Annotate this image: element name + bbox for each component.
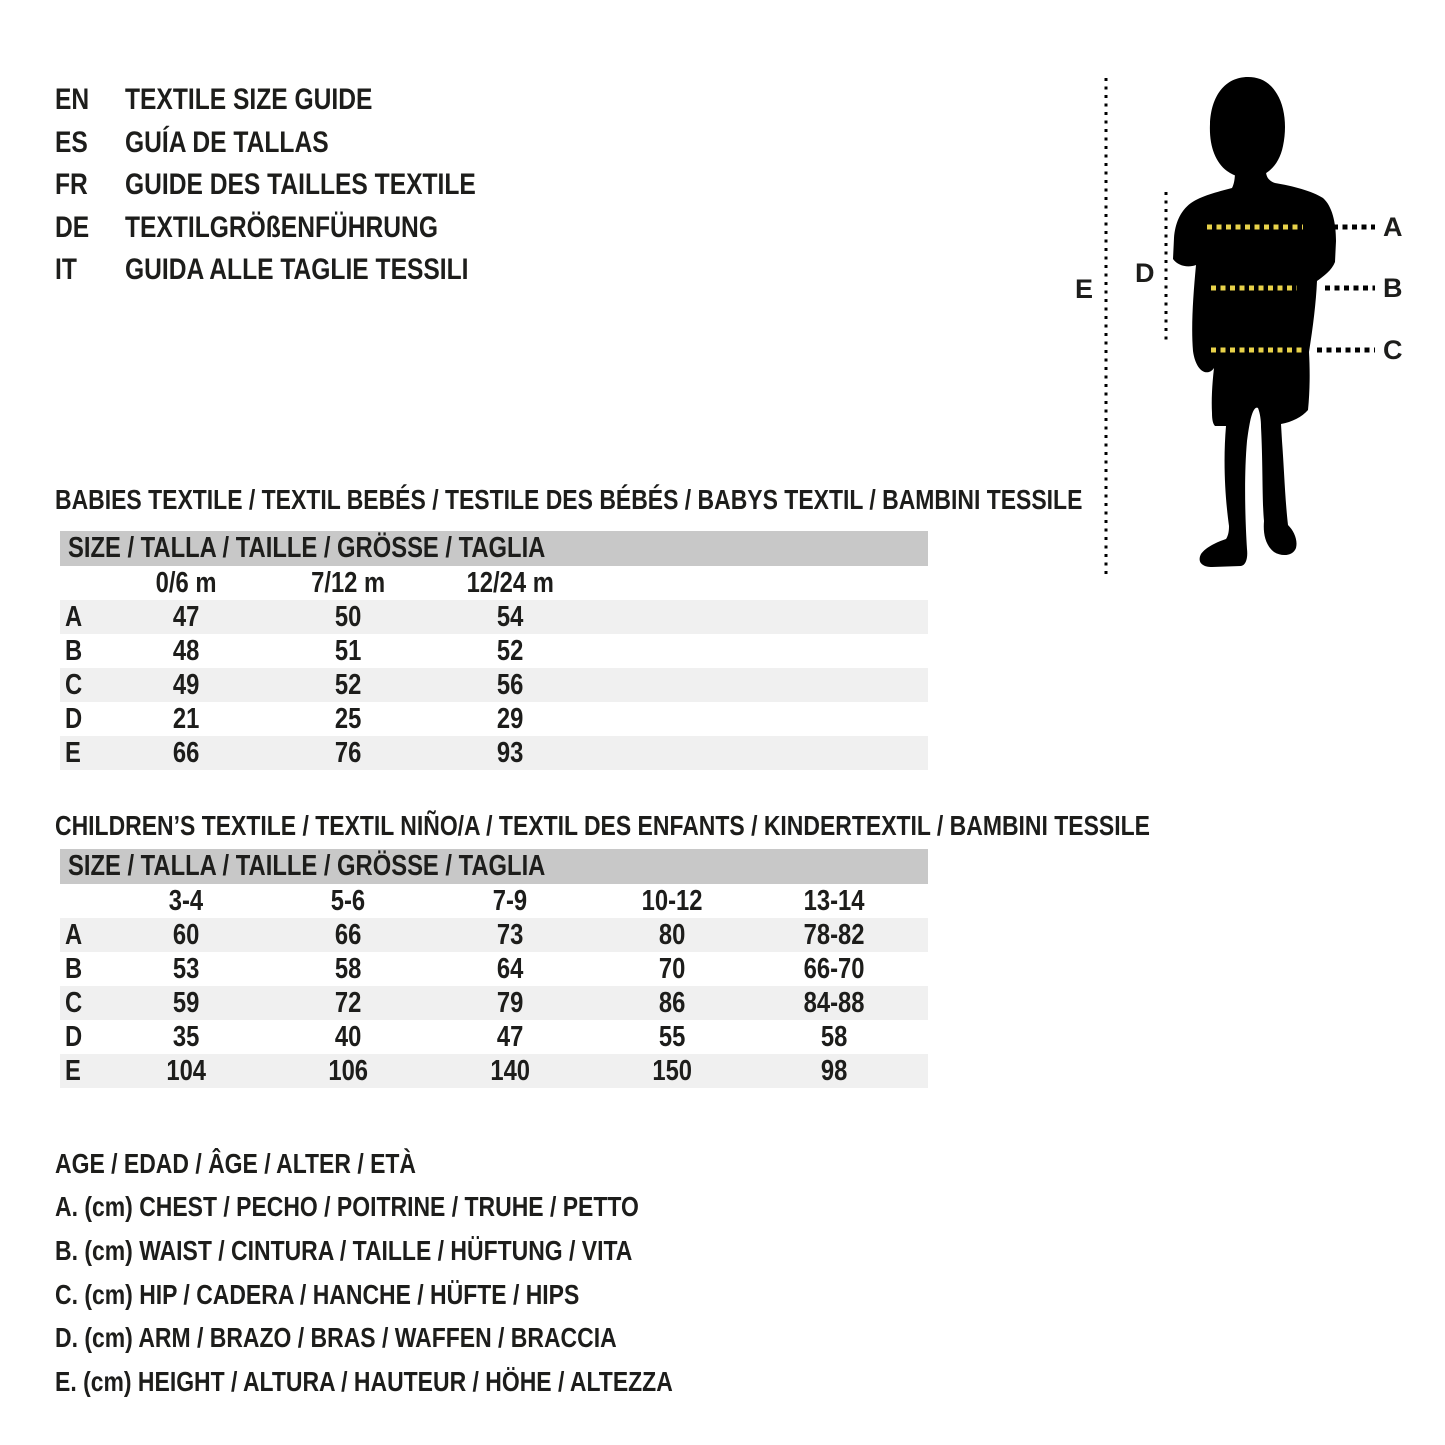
table-row <box>60 702 928 736</box>
measure-label-e: E <box>1075 274 1094 304</box>
table-cell: 66 <box>334 918 362 951</box>
language-row-de <box>55 207 553 250</box>
table-cell: 60 <box>172 918 200 951</box>
children-column-header: 3-4 <box>168 884 204 917</box>
table-cell: 58 <box>820 1020 848 1053</box>
table-cell: 64 <box>496 952 524 985</box>
table-cell: 73 <box>496 918 524 951</box>
table-cell: 53 <box>172 952 200 985</box>
babies-column-header: 7/12 m <box>310 566 386 599</box>
language-row-fr <box>55 164 553 207</box>
language-row-it <box>55 249 553 292</box>
table-cell: 54 <box>496 600 524 633</box>
guide-title-es: GUÍA DE TALLAS <box>125 125 329 159</box>
table-row <box>60 736 928 770</box>
babies-column-header: 0/6 m <box>155 566 217 599</box>
babies-column-header: 12/24 m <box>466 566 554 599</box>
table-cell: 29 <box>496 702 524 735</box>
babies-size-header-bar: SIZE / TALLA / TAILLE / GRÖSSE / TAGLIA <box>60 531 928 566</box>
table-cell: 98 <box>820 1054 848 1087</box>
measure-label-d: D <box>1135 258 1155 288</box>
legend-line-age: AGE / EDAD / ÂGE / ALTER / ETÀ <box>55 1147 417 1179</box>
row-label: D <box>65 1020 83 1053</box>
row-label: C <box>65 986 83 1019</box>
child-silhouette-head <box>1210 77 1285 178</box>
table-cell: 86 <box>658 986 686 1019</box>
row-label: B <box>65 634 83 667</box>
table-cell: 47 <box>496 1020 524 1053</box>
language-row-es <box>55 122 553 165</box>
table-cell: 59 <box>172 986 200 1019</box>
row-label: E <box>65 736 81 769</box>
table-cell: 25 <box>334 702 362 735</box>
table-cell: 48 <box>172 634 200 667</box>
table-cell: 79 <box>496 986 524 1019</box>
row-label: A <box>65 918 83 951</box>
table-row <box>60 1054 928 1088</box>
measurement-legend <box>55 1142 808 1404</box>
table-cell: 104 <box>166 1054 206 1087</box>
language-code: ES <box>55 125 88 159</box>
measure-label-a: A <box>1383 212 1403 242</box>
table-row <box>60 668 928 702</box>
legend-line-arm: D. (cm) ARM / BRAZO / BRAS / WAFFEN / BRACCIA <box>55 1322 617 1354</box>
measure-label-b: B <box>1383 273 1403 303</box>
table-cell: 70 <box>658 952 686 985</box>
table-row <box>60 1020 928 1054</box>
table-cell: 40 <box>334 1020 362 1053</box>
measure-label-c: C <box>1383 335 1403 365</box>
row-label: A <box>65 600 83 633</box>
table-cell: 49 <box>172 668 200 701</box>
language-code: DE <box>55 210 90 244</box>
table-cell: 56 <box>496 668 524 701</box>
children-column-header: 10-12 <box>641 884 703 917</box>
table-cell: 106 <box>328 1054 368 1087</box>
legend-line-chest: A. (cm) CHEST / PECHO / POITRINE / TRUHE / PETTO <box>55 1191 639 1223</box>
table-cell: 150 <box>652 1054 692 1087</box>
table-cell: 35 <box>172 1020 200 1053</box>
table-row <box>60 952 928 986</box>
language-title-block <box>55 79 553 292</box>
children-size-table <box>60 849 928 1088</box>
language-code: IT <box>55 253 77 287</box>
babies-section-title: BABIES TEXTILE / TEXTIL BEBÉS / TESTILE DES BÉBÉS / BABYS TEXTIL / BAMBINI TESSILE <box>55 484 1083 515</box>
language-code: FR <box>55 168 88 202</box>
table-cell: 140 <box>490 1054 530 1087</box>
table-cell: 78-82 <box>803 918 865 951</box>
table-cell: 21 <box>172 702 200 735</box>
table-row <box>60 986 928 1020</box>
table-cell: 52 <box>334 668 362 701</box>
table-row <box>60 600 928 634</box>
children-size-header-bar: SIZE / TALLA / TAILLE / GRÖSSE / TAGLIA <box>60 849 928 884</box>
table-cell: 50 <box>334 600 362 633</box>
guide-title-fr: GUIDE DES TAILLES TEXTILE <box>125 168 476 202</box>
table-cell: 66-70 <box>803 952 865 985</box>
row-label: D <box>65 702 83 735</box>
children-section-title: CHILDREN’S TEXTILE / TEXTIL NIÑO/A / TEXTIL DES ENFANTS / KINDERTEXTIL / BAMBINI TESSILE <box>55 810 1150 841</box>
legend-line-hip: C. (cm) HIP / CADERA / HANCHE / HÜFTE / HIPS <box>55 1278 580 1310</box>
table-cell: 76 <box>334 736 362 769</box>
children-column-header: 7-9 <box>492 884 528 917</box>
children-column-header: 13-14 <box>803 884 865 917</box>
children-column-header: 5-6 <box>330 884 366 917</box>
children-column-header-row <box>60 884 928 918</box>
table-cell: 51 <box>334 634 362 667</box>
row-label: C <box>65 668 83 701</box>
babies-size-table <box>60 531 928 770</box>
legend-line-height: E. (cm) HEIGHT / ALTURA / HAUTEUR / HÖHE / ALTEZZA <box>55 1365 673 1397</box>
table-cell: 47 <box>172 600 200 633</box>
table-cell: 66 <box>172 736 200 769</box>
row-label: E <box>65 1054 81 1087</box>
table-cell: 55 <box>658 1020 686 1053</box>
table-cell: 58 <box>334 952 362 985</box>
language-row-en <box>55 79 553 122</box>
language-code: EN <box>55 83 90 117</box>
table-cell: 80 <box>658 918 686 951</box>
table-cell: 72 <box>334 986 362 1019</box>
table-row <box>60 918 928 952</box>
legend-line-waist: B. (cm) WAIST / CINTURA / TAILLE / HÜFTUNG / VITA <box>55 1234 633 1266</box>
table-cell: 52 <box>496 634 524 667</box>
guide-title-en: TEXTILE SIZE GUIDE <box>125 83 373 117</box>
babies-column-header-row <box>60 566 928 600</box>
row-label: B <box>65 952 83 985</box>
table-cell: 84-88 <box>803 986 865 1019</box>
table-row <box>60 634 928 668</box>
guide-title-de: TEXTILGRÖßENFÜHRUNG <box>125 210 438 244</box>
table-cell: 93 <box>496 736 524 769</box>
guide-title-it: GUIDA ALLE TAGLIE TESSILI <box>125 253 469 287</box>
